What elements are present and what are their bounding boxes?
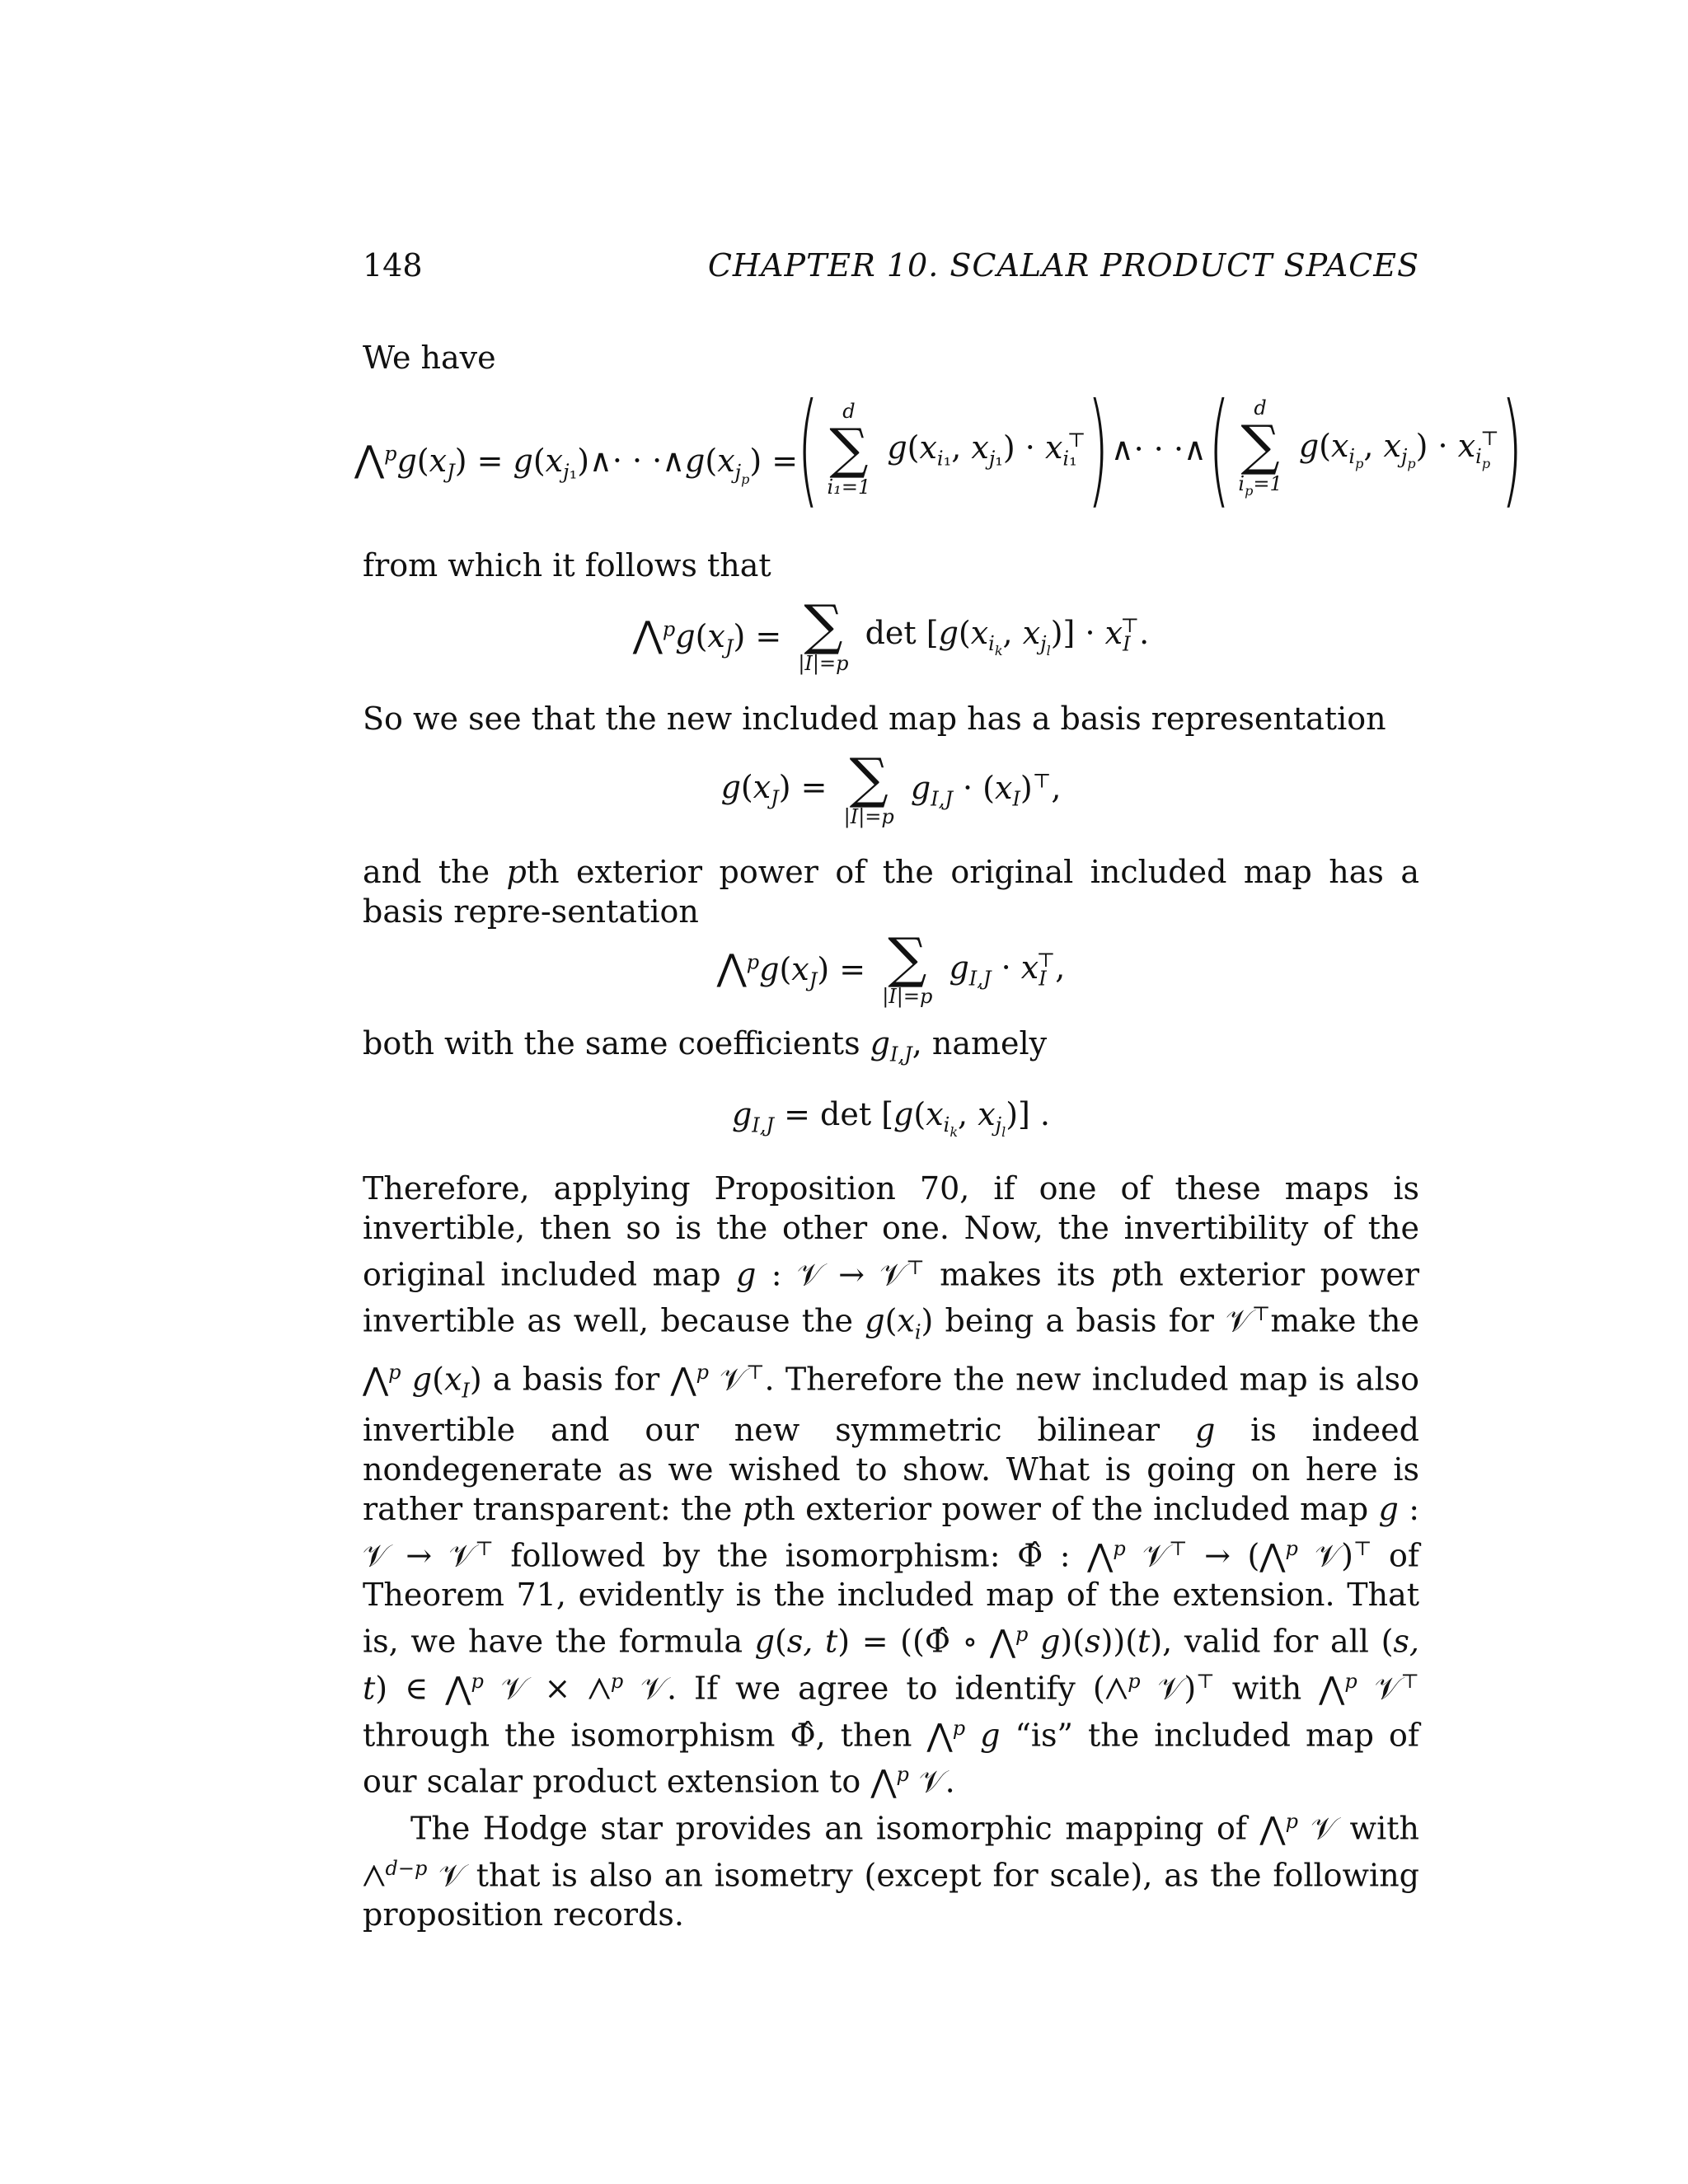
paragraph-both-with: both with the same coefficients $g_{I,J}$, namely	[363, 1025, 1048, 1066]
paragraph-from-which: from which it follows that	[363, 547, 771, 583]
equation-wedge-expansion: $⋀^pg(x_J)$ = $g(x_{j_1})\wedge\cdot$ · $\cdot\wedge g(x_{j_p})$ = ( d ∑ i₁=1 $g(x_{i_1}$, $x_{j_1}$) · $x_{i_1}^⊤)\wedge\cdot$ · ·∧( d ∑ $i_p=1$ $g(x_{i_p}$, $x_{j_p}) \cdot x_{i_p}^⊤$)	[354, 377, 1523, 521]
page-number: 148	[363, 247, 423, 284]
chapter-title: CHAPTER 10. SCALAR PRODUCT SPACES	[707, 247, 1419, 284]
paragraph-so-we-see: So we see that the new included map has a basis representation	[363, 701, 1386, 737]
paragraph-we-have: We have	[363, 340, 496, 376]
page	[354, 247, 1523, 1934]
equation-basis-representation: $g(x_J)$ = ∑ |I|=p $g_{I,J} \cdot (x_I)^⊤$,	[720, 747, 1062, 828]
equation-wedge-det: $⋀^pg(x_J)$ = ∑ |I|=p $\det [g(x_{i_k}$, $x_{j_l})] \cdot x_I^⊤$.	[632, 593, 1150, 675]
paragraph-and-the-pth: and the pth exterior power of the original included map has a basis repre-sentation	[363, 854, 1419, 930]
paragraph-hodge-star: The Hodge star provides an isomorphic mapping of ⋀$^p$ 𝒱 with ⋀$^{d-p}$ 𝒱 that is also an isometry (except for scale), as the following proposition records.	[363, 1810, 1419, 1933]
paragraph-therefore: Therefore, applying Proposition 70, if one of these maps is invertible, then so is the other one. Now, the invertibility of the original included map g : 𝒱 → 𝒱⊤ makes its pth exterior power invertible as well, because the $g(x_i)$ being a basis for 𝒱⊤make the ⋀$^p$ $g(x_I)$ a basis for ⋀$^p$ 𝒱⊤. Therefore the new included map is also invertible and our new symmetric bilinear g is indeed nondegenerate as we wished to show. What is going on here is rather transparent: the pth exterior power of the included map g : 𝒱 → 𝒱⊤ followed by the isomorphism: Φ̂ : ⋀$^p$ 𝒱⊤ → (⋀$^p$ 𝒱)⊤ of Theorem 71, evidently is the included map of the extension. That is, we have the formula g(s, t) = ((Φ̂ ∘ ⋀$^p$ g)(s))(t), valid for all (s, t) ∈ ⋀$^p$ 𝒱 × ⋀$^p$ 𝒱. If we agree to identify (⋀$^p$ 𝒱)⊤ with ⋀$^p$ 𝒱⊤ through the isomorphism Φ̂, then ⋀$^p$ g “is” the included map of our scalar product extension to ⋀$^p$ 𝒱.	[363, 1169, 1419, 1801]
equation-coefficients: $g_{I,J} = \det [g(x_{i_k}$, $x_{j_l}$)] .	[731, 1095, 1051, 1140]
equation-pth-power-representation: $⋀^pg(x_J)$ = ∑ |I|=p $g_{I,J} \cdot x_I^⊤$,	[716, 926, 1066, 1008]
running-header	[363, 247, 1419, 297]
